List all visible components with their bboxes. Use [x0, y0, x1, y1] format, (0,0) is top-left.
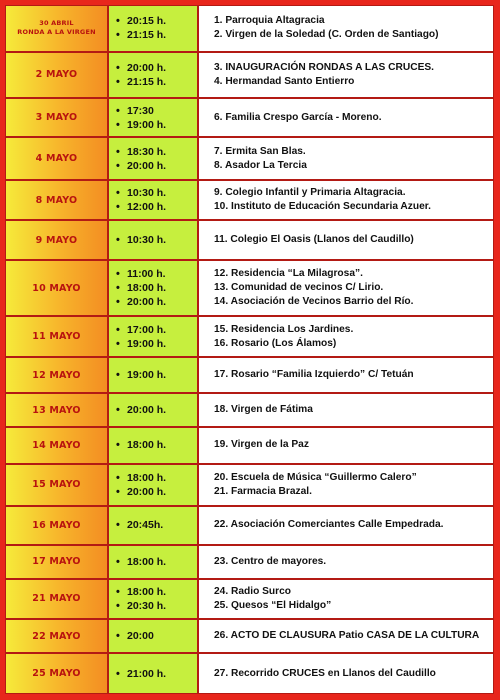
- times-list: [109, 368, 197, 382]
- schedule-row: [5, 579, 494, 620]
- events-cell: [198, 464, 494, 507]
- times-cell: [108, 357, 198, 393]
- events-list: [199, 629, 493, 643]
- times-list: [109, 14, 197, 42]
- events-cell: [198, 427, 494, 463]
- schedule-row: [5, 545, 494, 579]
- date-label: 2 MAYO: [35, 69, 78, 81]
- events-cell: [198, 52, 494, 98]
- date-cell: [5, 579, 108, 620]
- date-sublabel: RONDA A LA VIRGEN: [17, 28, 96, 37]
- date-cell: [5, 393, 108, 427]
- events-cell: [198, 180, 494, 221]
- time-item: • 18:00 h.: [116, 555, 197, 569]
- date-cell: [5, 5, 108, 52]
- date-label: 25 MAYO: [32, 668, 81, 680]
- schedule-row: [5, 52, 494, 98]
- times-list: [109, 667, 197, 681]
- events-cell: [198, 506, 494, 544]
- event-item: 21. Farmacia Brazal.: [214, 485, 312, 497]
- schedule-row: [5, 506, 494, 544]
- date-cell: [5, 357, 108, 393]
- event-item: 13. Comunidad de vecinos C/ Lirio.: [214, 282, 384, 294]
- times-list: [109, 145, 197, 173]
- times-cell: [108, 316, 198, 357]
- event-item: 1. Parroquia Altagracia: [214, 15, 325, 27]
- events-list: [199, 267, 493, 309]
- time-item: • 18:00 h.: [116, 438, 197, 452]
- schedule-row: [5, 619, 494, 653]
- times-cell: [108, 5, 198, 52]
- date-label: 12 MAYO: [32, 369, 81, 381]
- event-item: 14. Asociación de Vecinos Barrio del Río.: [214, 296, 414, 308]
- times-list: [109, 233, 197, 247]
- event-item: 26. ACTO DE CLAUSURA Patio CASA DE LA CULTURA: [214, 630, 480, 642]
- schedule-row: [5, 393, 494, 427]
- date-label: 13 MAYO: [32, 404, 81, 416]
- events-list: [199, 438, 493, 452]
- event-item: 12. Residencia “La Milagrosa”.: [214, 268, 363, 280]
- times-cell: [108, 506, 198, 544]
- time-item: • 10:30 h.: [116, 233, 197, 247]
- date-label: 17 MAYO: [32, 556, 81, 568]
- times-cell: [108, 98, 198, 137]
- schedule-row: [5, 180, 494, 221]
- events-list: [199, 145, 493, 173]
- time-item: • 19:00 h.: [116, 368, 197, 382]
- event-item: 19. Virgen de la Paz: [214, 439, 309, 451]
- date-label: 14 MAYO: [32, 439, 81, 451]
- times-cell: [108, 52, 198, 98]
- time-item: • 20:00 h.: [116, 61, 197, 75]
- event-item: 23. Centro de mayores.: [214, 555, 327, 567]
- events-list: [199, 323, 493, 351]
- time-item: • 20:00 h.: [116, 295, 197, 309]
- times-cell: [108, 260, 198, 317]
- time-item: • 20:00 h.: [116, 485, 197, 499]
- events-list: [199, 555, 493, 569]
- event-item: 20. Escuela de Música “Guillermo Calero”: [214, 471, 417, 483]
- times-cell: [108, 220, 198, 259]
- time-item: • 12:00 h.: [116, 200, 197, 214]
- time-item: • 21:00 h.: [116, 667, 197, 681]
- times-cell: [108, 393, 198, 427]
- time-item: • 20:15 h.: [116, 14, 197, 28]
- event-item: 11. Colegio El Oasis (Llanos del Caudillo): [214, 234, 414, 246]
- times-cell: [108, 180, 198, 221]
- event-item: 2. Virgen de la Soledad (C. Orden de Santiago): [214, 29, 439, 41]
- times-cell: [108, 545, 198, 579]
- time-item: • 19:00 h.: [116, 337, 197, 351]
- event-item: 25. Quesos “El Hidalgo”: [214, 599, 332, 611]
- events-list: [199, 233, 493, 247]
- event-item: 18. Virgen de Fátima: [214, 404, 313, 416]
- schedule-row: [5, 464, 494, 507]
- events-cell: [198, 393, 494, 427]
- times-cell: [108, 619, 198, 653]
- time-item: • 10:30 h.: [116, 186, 197, 200]
- event-item: 22. Asociación Comerciantes Calle Empedrada.: [214, 519, 444, 531]
- schedule-row: [5, 220, 494, 259]
- times-cell: [108, 579, 198, 620]
- events-cell: [198, 316, 494, 357]
- events-cell: [198, 137, 494, 180]
- times-list: [109, 61, 197, 89]
- date-cell: [5, 427, 108, 463]
- events-cell: [198, 653, 494, 694]
- time-item: • 20:30 h.: [116, 599, 197, 613]
- times-cell: [108, 137, 198, 180]
- date-cell: [5, 316, 108, 357]
- events-list: [199, 14, 493, 42]
- time-item: • 17:30: [116, 104, 197, 118]
- date-cell: [5, 619, 108, 653]
- events-list: [199, 61, 493, 89]
- time-item: • 20:45h.: [116, 518, 197, 532]
- date-label: 9 MAYO: [35, 234, 78, 246]
- times-list: [109, 403, 197, 417]
- events-list: [199, 667, 493, 681]
- times-list: [109, 267, 197, 309]
- schedule-row: [5, 427, 494, 463]
- event-item: 6. Familia Crespo García - Moreno.: [214, 111, 382, 123]
- date-label: 15 MAYO: [32, 479, 81, 491]
- event-item: 4. Hermandad Santo Entierro: [214, 75, 355, 87]
- events-list: [199, 585, 493, 613]
- times-cell: [108, 464, 198, 507]
- date-label: 10 MAYO: [32, 282, 81, 294]
- date-cell: [5, 545, 108, 579]
- event-item: 16. Rosario (Los Álamos): [214, 337, 337, 349]
- time-item: • 19:00 h.: [116, 118, 197, 132]
- events-list: [199, 403, 493, 417]
- date-label: 11 MAYO: [32, 331, 81, 343]
- events-cell: [198, 545, 494, 579]
- time-item: • 17:00 h.: [116, 323, 197, 337]
- event-item: 9. Colegio Infantil y Primaria Altagracia.: [214, 187, 406, 199]
- date-label: 16 MAYO: [32, 519, 81, 531]
- times-list: [109, 186, 197, 214]
- events-list: [199, 186, 493, 214]
- date-cell: [5, 180, 108, 221]
- schedule-row: [5, 316, 494, 357]
- schedule-row: [5, 653, 494, 694]
- time-item: • 21:15 h.: [116, 75, 197, 89]
- schedule-row: [5, 5, 494, 52]
- events-cell: [198, 357, 494, 393]
- date-label: 8 MAYO: [35, 194, 78, 206]
- times-list: [109, 555, 197, 569]
- date-cell: [5, 98, 108, 137]
- time-item: • 20:00 h.: [116, 159, 197, 173]
- date-cell: [5, 137, 108, 180]
- time-item: • 20:00: [116, 629, 197, 643]
- schedule-row: [5, 260, 494, 317]
- events-cell: [198, 619, 494, 653]
- schedule-row: [5, 98, 494, 137]
- time-item: • 21:15 h.: [116, 28, 197, 42]
- events-cell: [198, 260, 494, 317]
- times-list: [109, 323, 197, 351]
- times-list: [109, 585, 197, 613]
- date-label: 22 MAYO: [32, 630, 81, 642]
- events-list: [199, 111, 493, 125]
- date-cell: [5, 260, 108, 317]
- event-item: 8. Asador La Tercia: [214, 159, 307, 171]
- time-item: • 18:00 h.: [116, 471, 197, 485]
- date-cell: [5, 220, 108, 259]
- date-label: 4 MAYO: [35, 153, 78, 165]
- schedule-row: [5, 357, 494, 393]
- times-list: [109, 629, 197, 643]
- events-cell: [198, 579, 494, 620]
- event-item: 17. Rosario “Familia Izquierdo” C/ Tetuán: [214, 369, 414, 381]
- events-list: [199, 368, 493, 382]
- date-cell: [5, 506, 108, 544]
- schedule-row: [5, 137, 494, 180]
- date-label: 21 MAYO: [32, 593, 81, 605]
- events-cell: [198, 220, 494, 259]
- times-list: [109, 438, 197, 452]
- date-cell: [5, 52, 108, 98]
- time-item: • 20:00 h.: [116, 403, 197, 417]
- date-label: 30 ABRIL: [39, 19, 74, 28]
- event-item: 15. Residencia Los Jardines.: [214, 323, 354, 335]
- event-item: 10. Instituto de Educación Secundaria Azuer.: [214, 201, 432, 213]
- events-list: [199, 471, 493, 499]
- events-cell: [198, 98, 494, 137]
- time-item: • 18:30 h.: [116, 145, 197, 159]
- date-label: 3 MAYO: [35, 112, 78, 123]
- event-item: 3. INAUGURACIÓN RONDAS A LAS CRUCES.: [214, 61, 434, 73]
- times-list: [109, 104, 197, 132]
- time-item: • 11:00 h.: [116, 267, 197, 281]
- date-cell: [5, 464, 108, 507]
- time-item: • 18:00 h.: [116, 281, 197, 295]
- event-item: 24. Radio Surco: [214, 585, 291, 597]
- event-item: 7. Ermita San Blas.: [214, 145, 306, 157]
- date-cell: [5, 653, 108, 694]
- schedule-table: [5, 5, 494, 694]
- event-item: 27. Recorrido CRUCES en Llanos del Caudillo: [214, 667, 436, 679]
- events-cell: [198, 5, 494, 52]
- schedule-body: [5, 5, 494, 694]
- time-item: • 18:00 h.: [116, 585, 197, 599]
- times-cell: [108, 427, 198, 463]
- times-list: [109, 518, 197, 532]
- times-list: [109, 471, 197, 499]
- events-list: [199, 518, 493, 532]
- times-cell: [108, 653, 198, 694]
